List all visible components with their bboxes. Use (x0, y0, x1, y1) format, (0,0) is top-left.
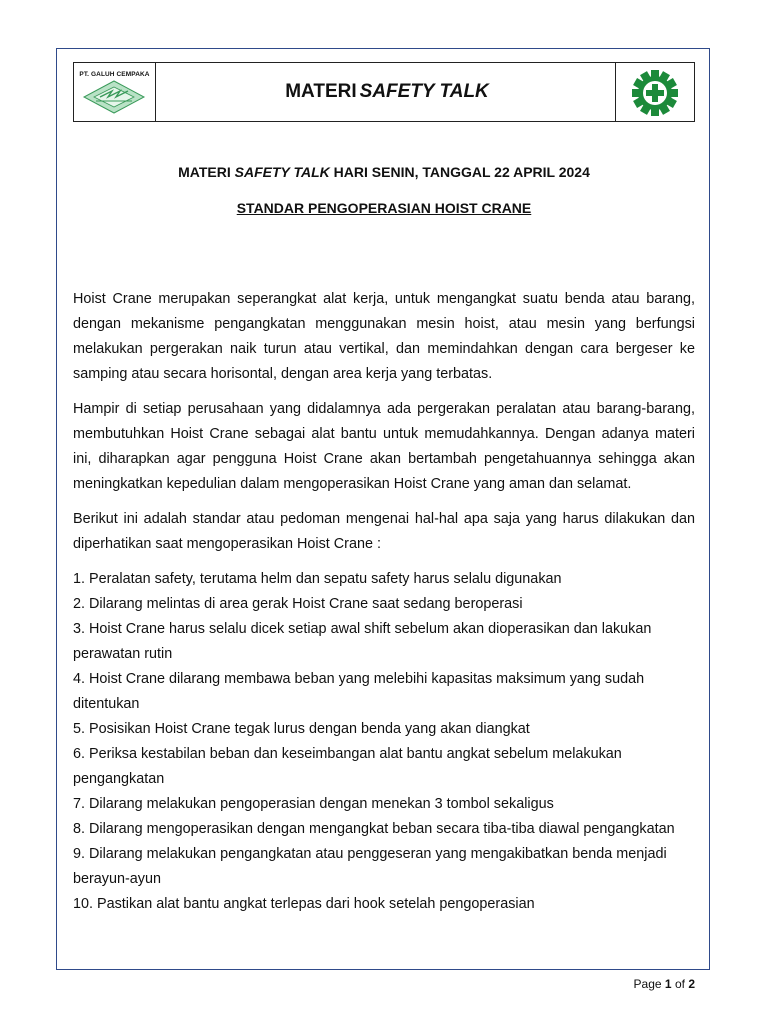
header-title-plain: MATERI (285, 81, 357, 102)
list-item: 7. Dilarang melakukan pengoperasian dengan menekan 3 tombol sekaligus (73, 796, 554, 812)
list-item: 3. Hoist Crane harus selalu dicek setiap awal shift sebelum akan dioperasikan dan lakukan perawatan rutin (73, 621, 652, 662)
topic-title: STANDAR PENGOPERASIAN HOIST CRANE (236, 200, 532, 216)
paragraph-intro: Hoist Crane merupakan seperangkat alat kerja, untuk mengangkat suatu benda atau barang, dengan mekanisme pengangkatan menggunakan mesin hoist, atau mesin yang berfungsi melakukan pergerakan naik turun atau vertikal, dan memindahkan dengan cara bergeser ke samping atau secara horisontal, dengan area kerja yang terbatas. (73, 291, 695, 382)
talk-date-heading (73, 164, 695, 180)
heading-suffix: HARI SENIN, TANGGAL 22 APRIL 2024 (333, 164, 590, 180)
header-title (156, 63, 615, 121)
company-logo (74, 63, 156, 121)
safety-cross-gear-icon (632, 70, 678, 116)
document-body (73, 287, 695, 917)
paragraph-purpose: Hampir di setiap perusahaan yang didalamnya ada pergerakan peralatan atau barang-barang, membutuhkan Hoist Crane sebagai alat bantu untuk memudahkannya. Dengan adanya materi ini, diharapkan agar pengguna Hoist Crane akan bertambah pengetahuannya sehingga akan meningkatkan kepedulian dalam mengoperasikan Hoist Crane yang aman dan selamat. (73, 401, 695, 492)
page-of: of (674, 977, 685, 991)
list-item: 9. Dilarang melakukan pengangkatan atau penggeseran yang mengakibatkan benda menjadi berayun-ayun (73, 846, 667, 887)
header-title-italic: SAFETY TALK (359, 81, 489, 102)
document-header (73, 62, 695, 122)
list-item: 2. Dilarang melintas di area gerak Hoist Crane saat sedang beroperasi (73, 596, 523, 612)
company-name: PT. GALUH CEMPAKA (79, 71, 150, 78)
list-item: 6. Periksa kestabilan beban dan keseimbangan alat bantu angkat sebelum melakukan pengangkatan (73, 746, 622, 787)
heading-italic: SAFETY TALK (234, 164, 330, 180)
standards-list (73, 567, 695, 917)
page-total: 2 (688, 977, 695, 991)
company-logo-icon (82, 79, 146, 115)
heading-prefix: MATERI (178, 164, 231, 180)
list-item: 5. Posisikan Hoist Crane tegak lurus dengan benda yang akan diangkat (73, 721, 530, 737)
page-current: 1 (664, 977, 672, 991)
paragraph-standards-intro: Berikut ini adalah standar atau pedoman mengenai hal-hal apa saja yang harus dilakukan dan diperhatikan saat mengoperasikan Hoist Crane : (73, 511, 695, 552)
list-item: 10. Pastikan alat bantu angkat terlepas dari hook setelah pengoperasian (73, 896, 535, 912)
k3-emblem (615, 63, 694, 121)
page-number (634, 977, 695, 991)
list-item: 4. Hoist Crane dilarang membawa beban yang melebihi kapasitas maksimum yang sudah ditentukan (73, 671, 645, 712)
list-item: 1. Peralatan safety, terutama helm dan sepatu safety harus selalu digunakan (73, 571, 562, 587)
page-word: Page (633, 977, 662, 991)
list-item: 8. Dilarang mengoperasikan dengan mengangkat beban secara tiba-tiba diawal pengangkatan (73, 821, 675, 837)
